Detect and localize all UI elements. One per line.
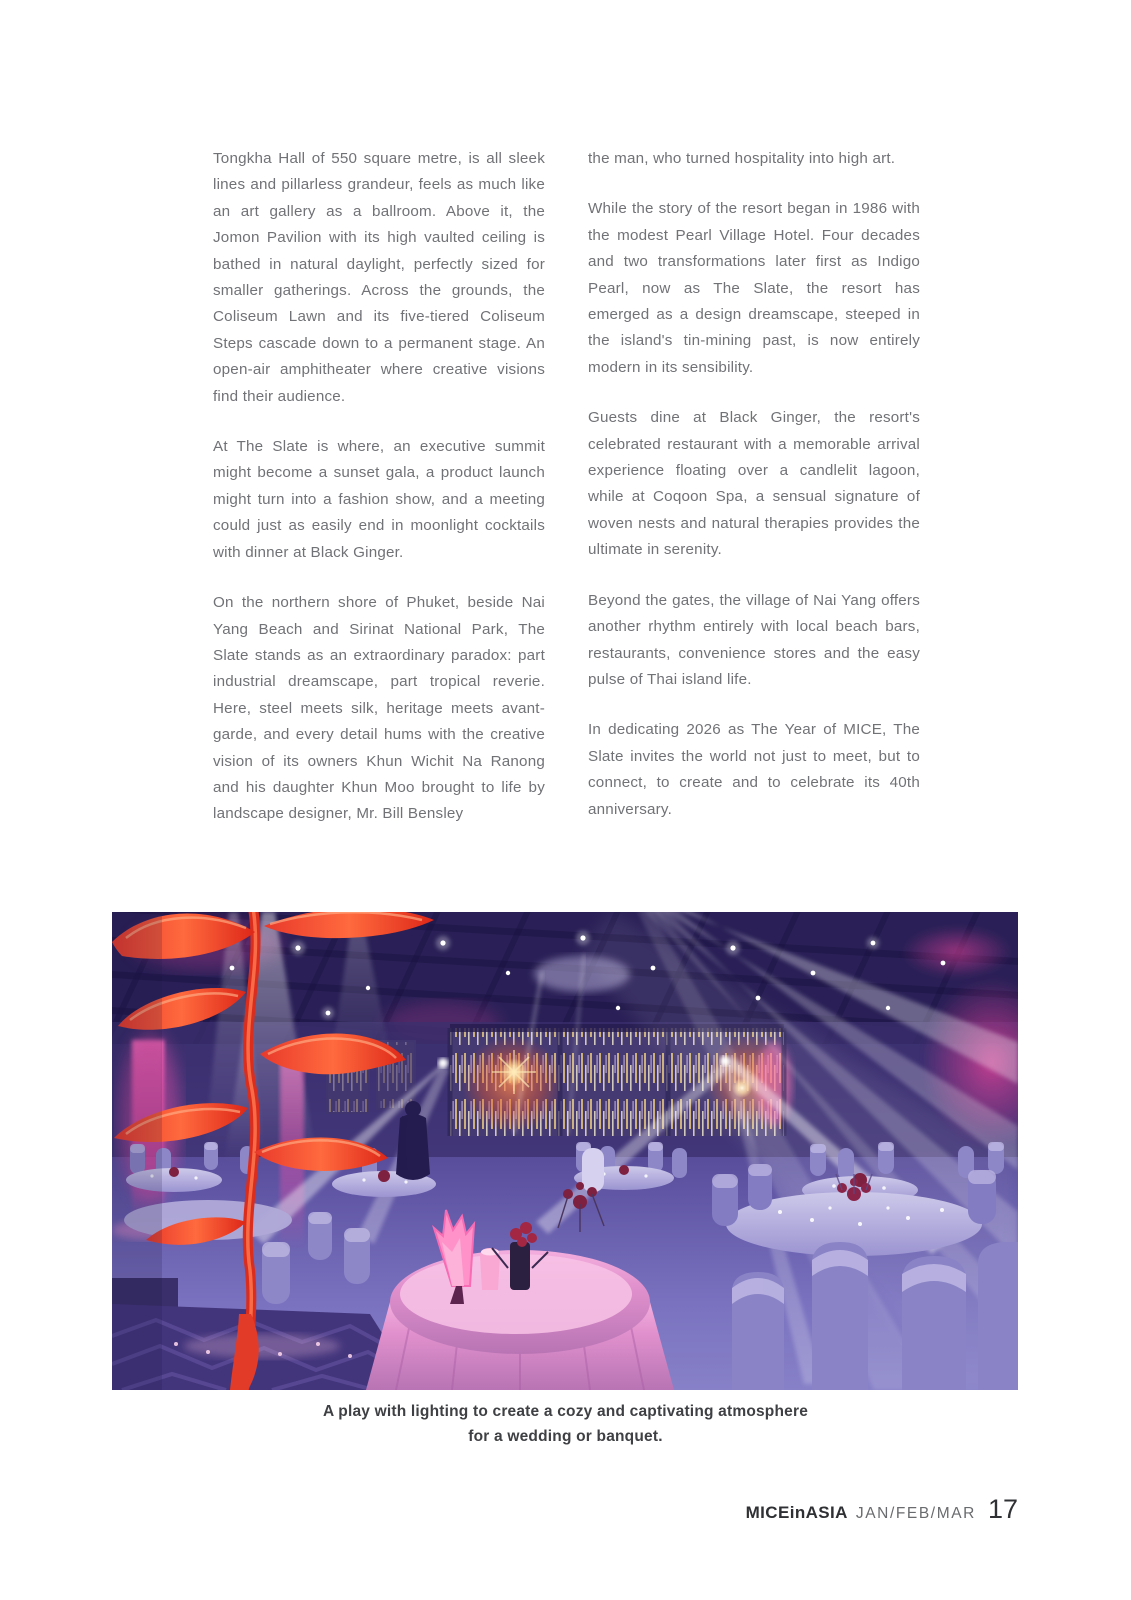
article-paragraph: On the northern shore of Phuket, beside Nai Yang Beach and Sirinat National Park, The Slate stands as an extraordinary paradox: part industrial dreamscape, part tropical reverie. Here, steel meets silk, heritage meets avant-garde, and every detail hums with the creative vision of its owners Khun Wichit Na Ranong and his daughter Khun Moo brought to life by landscape designer, Mr. Bill Bensley <box>213 594 545 823</box>
article-paragraph: In dedicating 2026 as The Year of MICE, The Slate invites the world not just to meet, but to connect, to create and to celebrate its 40th anniversary. <box>588 721 920 818</box>
article-column-right <box>588 146 920 847</box>
article-paragraph: Tongkha Hall of 550 square metre, is all sleek lines and pillarless grandeur, feels as much like an art gallery as a ballroom. Above it, the Jomon Pavilion with its high vaulted ceiling is bathed in natural daylight, perfectly sized for smaller gatherings. Across the grounds, the Coliseum Lawn and its five-tiered Coliseum Steps cascade down to a permanent stage. An open-air amphitheater where creative visions find their audience. <box>213 150 545 405</box>
issue-label: JAN/FEB/MAR <box>855 1505 976 1522</box>
article-column-left <box>213 146 545 852</box>
photo-caption-line1: A play with lighting to create a cozy and captivating atmosphere <box>322 1403 809 1420</box>
banquet-hall-photo <box>112 912 1018 1390</box>
page-footer <box>746 1494 1018 1525</box>
photo-caption-line2: for a wedding or banquet. <box>468 1428 663 1445</box>
article-paragraph: While the story of the resort began in 1986 with the modest Pearl Village Hotel. Four decades and two transformations later first as Indigo Pearl, now as The Slate, the resort has emerged as a design dreamscape, steeped in the island's tin-mining past, is now entirely modern in its sensibility. <box>588 200 920 376</box>
article-paragraph: Guests dine at Black Ginger, the resort's celebrated restaurant with a memorable arrival experience floating over a candlelit lagoon, while at Coqoon Spa, a sensual signature of woven nests and natural therapies provides the ultimate in serenity. <box>588 409 920 559</box>
article-paragraph: Beyond the gates, the village of Nai Yang offers another rhythm entirely with local beach bars, restaurants, convenience stores and the easy pulse of Thai island life. <box>588 591 920 688</box>
magazine-name: MICEinASIA <box>745 1503 848 1522</box>
article-paragraph: At The Slate is where, an executive summit might become a sunset gala, a product launch might turn into a fashion show, and a meeting could just as easily end in moonlight cocktails with dinner at Black Ginger. <box>213 438 545 561</box>
photo-caption <box>0 1399 1131 1449</box>
page-number: 17 <box>987 1494 1018 1524</box>
article-paragraph: the man, who turned hospitality into high art. <box>588 150 896 167</box>
